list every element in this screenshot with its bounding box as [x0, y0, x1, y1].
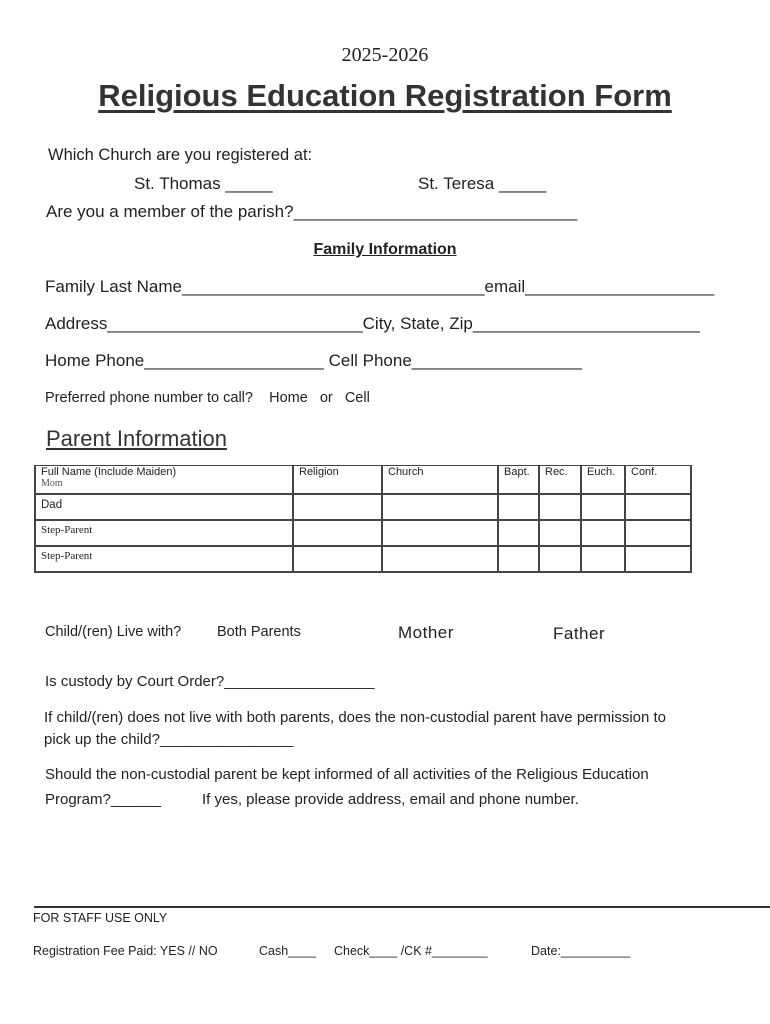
- column-header-religion: Religion: [293, 466, 382, 495]
- cash-field[interactable]: Cash____: [259, 944, 316, 958]
- column-header-full-name: Full Name (Include Maiden): [41, 466, 177, 478]
- preferred-phone-label: Preferred phone number to call?: [45, 390, 253, 406]
- permission-row: [44, 731, 293, 748]
- row-label-step-parent: Step-Parent: [41, 550, 93, 562]
- table-cell[interactable]: [498, 520, 539, 546]
- table-cell[interactable]: [539, 494, 581, 520]
- table-cell[interactable]: [35, 520, 293, 546]
- table-cell[interactable]: [293, 520, 382, 546]
- registration-fee-label: Registration Fee Paid: YES // NO: [33, 944, 218, 958]
- table-cell[interactable]: [539, 520, 581, 546]
- preferred-phone-options[interactable]: Home or Cell: [269, 390, 370, 406]
- column-header-bapt: Bapt.: [498, 466, 539, 495]
- table-cell[interactable]: [581, 546, 625, 572]
- address-row: [45, 314, 700, 334]
- column-header-conf: Conf.: [625, 466, 691, 495]
- table-cell[interactable]: [382, 494, 498, 520]
- column-header-rec: Rec.: [539, 466, 581, 495]
- informed-question-line2: Program?: [45, 791, 111, 808]
- informed-field[interactable]: ______: [110, 791, 161, 808]
- city-state-zip-label: City, State, Zip: [362, 314, 473, 333]
- table-cell[interactable]: [581, 520, 625, 546]
- table-header-row: [35, 466, 691, 495]
- informed-note: If yes, please provide address, email and phone number.: [202, 791, 579, 808]
- table-cell[interactable]: [35, 494, 293, 520]
- table-cell[interactable]: [293, 546, 382, 572]
- permission-field[interactable]: ________________: [159, 731, 294, 748]
- row-label-dad: Dad: [41, 499, 63, 511]
- home-phone-label: Home Phone: [45, 351, 145, 370]
- table-cell[interactable]: [35, 466, 293, 495]
- column-header-euch: Euch.: [581, 466, 625, 495]
- school-year: 2025-2026: [341, 44, 429, 66]
- table-row: [35, 546, 691, 572]
- live-with-father[interactable]: Father: [553, 624, 606, 643]
- table-row: [35, 494, 691, 520]
- table-cell[interactable]: [498, 546, 539, 572]
- table-row: [35, 520, 691, 546]
- check-field[interactable]: Check____ /CK #________: [334, 944, 488, 958]
- table-cell[interactable]: [625, 520, 691, 546]
- cell-phone-field[interactable]: __________________: [411, 351, 582, 370]
- city-state-zip-field[interactable]: ________________________: [472, 314, 700, 333]
- church-question: Which Church are you registered at:: [48, 146, 313, 164]
- parish-member-field[interactable]: ______________________________: [293, 202, 578, 221]
- table-cell[interactable]: [35, 546, 293, 572]
- row-label-step-parent: Step-Parent: [41, 524, 93, 536]
- staff-use-heading: FOR STAFF USE ONLY: [33, 911, 168, 925]
- table-cell[interactable]: [625, 546, 691, 572]
- parish-member-row: [46, 202, 577, 222]
- table-cell[interactable]: [382, 520, 498, 546]
- permission-question-line2: pick up the child?: [44, 731, 160, 748]
- row-label-mom: Mom: [41, 478, 63, 489]
- parent-info-heading: Parent Information: [46, 426, 227, 451]
- family-name-row: [45, 277, 714, 297]
- church-option-st-teresa[interactable]: St. Teresa _____: [418, 174, 547, 193]
- permission-question-line1: If child/(ren) does not live with both parents, does the non-custodial parent have permission to: [44, 709, 667, 726]
- table-cell[interactable]: [293, 494, 382, 520]
- email-label: email: [484, 277, 526, 296]
- email-field[interactable]: ____________________: [525, 277, 715, 296]
- table-cell[interactable]: [625, 494, 691, 520]
- live-with-both-parents[interactable]: Both Parents: [217, 624, 301, 640]
- table-cell[interactable]: [539, 546, 581, 572]
- home-phone-field[interactable]: ___________________: [144, 351, 324, 370]
- address-field[interactable]: ___________________________: [107, 314, 363, 333]
- court-order-field[interactable]: __________________: [224, 673, 375, 690]
- staff-divider: [34, 906, 770, 908]
- live-with-mother[interactable]: Mother: [398, 623, 454, 642]
- table-cell[interactable]: [382, 546, 498, 572]
- court-order-row: [45, 673, 374, 690]
- parish-member-label: Are you a member of the parish?: [46, 202, 294, 221]
- cell-phone-label: Cell Phone: [328, 351, 412, 370]
- form-title: Religious Education Registration Form: [98, 78, 672, 113]
- column-header-church: Church: [382, 466, 498, 495]
- table-cell[interactable]: [581, 494, 625, 520]
- address-label: Address: [45, 314, 108, 333]
- phone-row: [45, 351, 582, 371]
- preferred-phone-row: [45, 390, 370, 406]
- church-option-st-thomas[interactable]: St. Thomas _____: [134, 174, 273, 193]
- date-field[interactable]: Date:__________: [531, 944, 631, 958]
- informed-question-line1: Should the non-custodial parent be kept informed of all activities of the Religious Education: [45, 766, 649, 783]
- informed-row: [45, 791, 161, 808]
- family-last-name-label: Family Last Name: [45, 277, 182, 296]
- family-info-heading: Family Information: [313, 241, 457, 258]
- live-with-label: Child/(ren) Live with?: [45, 624, 182, 640]
- family-last-name-field[interactable]: ________________________________: [181, 277, 485, 296]
- parent-info-table: [34, 465, 692, 573]
- table-cell[interactable]: [498, 494, 539, 520]
- court-order-label: Is custody by Court Order?: [45, 673, 225, 690]
